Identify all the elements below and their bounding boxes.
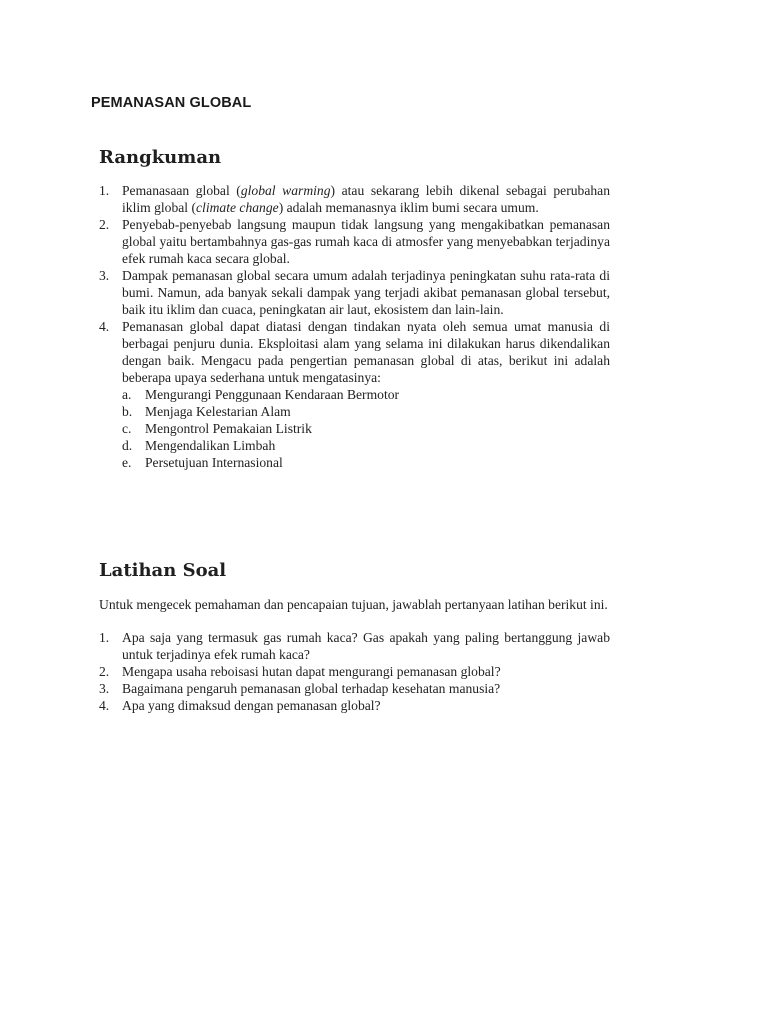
- summary-heading: Rangkuman: [99, 147, 222, 168]
- question-number: 1.: [99, 630, 110, 645]
- solution-text: Mengontrol Pemakaian Listrik: [145, 421, 312, 436]
- summary-item: [99, 182, 610, 216]
- item-text: Dampak pemanasan global secara umum adalah terjadinya peningkatan suhu rata-rata di bumi. Namun, ada banyak sekali dampak yang terjadi akibat pemanasan global tersebut, baik itu iklim dan cuaca, peningkatan air laut, ekosistem dan lain-lain.: [122, 268, 610, 317]
- question-text: Apa saja yang termasuk gas rumah kaca? Gas apakah yang paling bertanggung jawab untuk terjadinya efek rumah kaca?: [122, 630, 610, 662]
- exercise-heading: Latihan Soal: [99, 560, 227, 581]
- exercise-intro: Untuk mengecek pemahaman dan pencapaian tujuan, jawablah pertanyaan latihan berikut ini.: [99, 597, 608, 612]
- item-number: 1.: [99, 183, 110, 198]
- question-item: [99, 680, 610, 697]
- solution-list: [122, 386, 610, 471]
- summary-item: [99, 216, 610, 267]
- question-text: Apa yang dimaksud dengan pemanasan global?: [122, 698, 381, 713]
- emphasis-term: global warming: [240, 183, 331, 198]
- question-item: [99, 629, 610, 663]
- question-number: 2.: [99, 664, 110, 679]
- solution-item: [122, 386, 610, 403]
- summary-item: [99, 267, 610, 318]
- solution-item: [122, 454, 610, 471]
- summary-list: [99, 182, 610, 471]
- exercise-list: [99, 629, 610, 714]
- solution-text: Menjaga Kelestarian Alam: [145, 404, 291, 419]
- item-letter: a.: [122, 387, 132, 402]
- question-number: 3.: [99, 681, 110, 696]
- item-text: Penyebab-penyebab langsung maupun tidak langsung yang mengakibatkan pemanasan global yaitu bertambahnya gas-gas rumah kaca di atmosfer yang menyebabkan terjadinya efek rumah kaca secara global.: [122, 217, 610, 266]
- item-letter: c.: [122, 421, 132, 436]
- summary-item: [99, 318, 610, 471]
- solution-item: [122, 420, 610, 437]
- item-letter: e.: [122, 455, 132, 470]
- document-title: PEMANASAN GLOBAL: [91, 95, 252, 111]
- item-number: 4.: [99, 319, 110, 334]
- question-text: Mengapa usaha reboisasi hutan dapat mengurangi pemanasan global?: [122, 664, 501, 679]
- solution-text: Mengendalikan Limbah: [145, 438, 276, 453]
- emphasis-term: climate change: [196, 200, 279, 215]
- item-number: 3.: [99, 268, 110, 283]
- solution-text: Mengurangi Penggunaan Kendaraan Bermotor: [145, 387, 400, 402]
- question-item: [99, 663, 610, 680]
- item-text: Pemanasan global dapat diatasi dengan tindakan nyata oleh semua umat manusia di berbagai penjuru dunia. Eksploitasi alam yang selama ini dilakukan harus dikendalikan dengan baik. Mengacu pada pengertian pemanasan global di atas, berikut ini adalah beberapa upaya sederhana untuk mengatasinya:: [122, 319, 610, 385]
- question-number: 4.: [99, 698, 110, 713]
- solution-item: [122, 403, 610, 420]
- item-letter: b.: [122, 404, 133, 419]
- solution-item: [122, 437, 610, 454]
- item-text: Pemanasaan global (global warming) atau sekarang lebih dikenal sebagai perubahan iklim global (climate change) adalah memanasnya iklim bumi secara umum.: [122, 183, 610, 215]
- question-text: Bagaimana pengaruh pemanasan global terhadap kesehatan manusia?: [122, 681, 501, 696]
- item-letter: d.: [122, 438, 133, 453]
- item-number: 2.: [99, 217, 110, 232]
- question-item: [99, 697, 610, 714]
- solution-text: Persetujuan Internasional: [145, 455, 283, 470]
